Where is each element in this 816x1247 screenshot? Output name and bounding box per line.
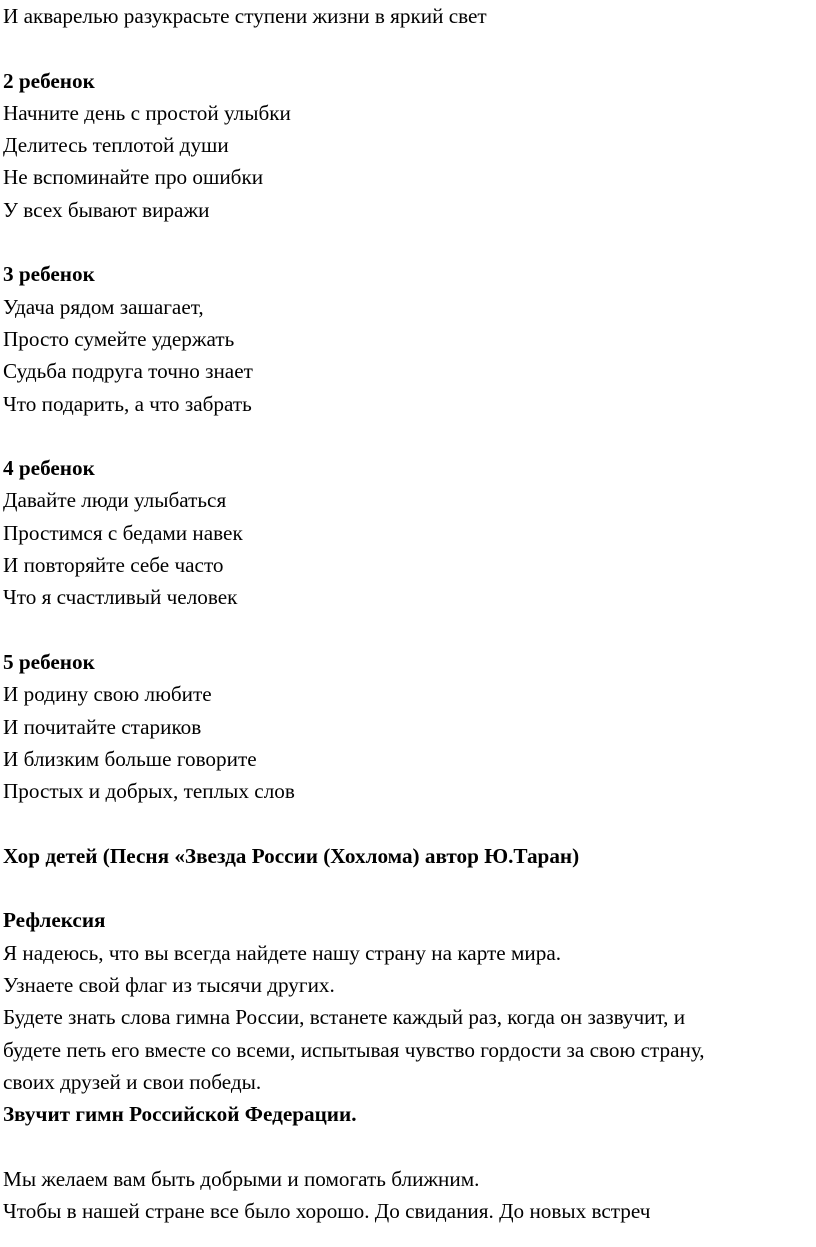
verse-line: И близким больше говорите — [3, 746, 257, 771]
verse-line: Простых и добрых, теплых слов — [3, 779, 295, 804]
closing-line: Чтобы в нашей стране все было хорошо. До свидания. До новых встреч — [3, 1198, 651, 1223]
heading-child-5: 5 ребенок — [3, 649, 95, 674]
verse-line: И родину свою любите — [3, 682, 212, 707]
verse-line: Начните день с простой улыбки — [3, 100, 291, 125]
verse-line: У всех бывают виражи — [3, 197, 210, 222]
verse-line: Давайте люди улыбаться — [3, 488, 227, 513]
closing-line: Мы желаем вам быть добрыми и помогать ближним. — [3, 1166, 480, 1191]
paragraph-line: своих друзей и свои победы. — [3, 1069, 262, 1094]
choir-heading: Хор детей (Песня «Звезда России (Хохлома) автор Ю.Таран) — [3, 843, 580, 868]
anthem-heading: Звучит гимн Российской Федерации. — [3, 1102, 357, 1127]
heading-child-3: 3 ребенок — [3, 262, 95, 287]
heading-child-4: 4 ребенок — [3, 456, 95, 481]
verse-line: Удача рядом зашагает, — [3, 294, 204, 319]
verse-line: Делитесь теплотой души — [3, 133, 229, 158]
reflection-heading: Рефлексия — [3, 908, 106, 933]
verse-line: Что я счастливый человек — [3, 585, 238, 610]
blank-line — [3, 1130, 813, 1162]
blank-line — [3, 32, 813, 64]
paragraph-line: Узнаете свой флаг из тысячи других. — [3, 972, 335, 997]
paragraph-line: Я надеюсь, что вы всегда найдете нашу страну на карте мира. — [3, 940, 562, 965]
document-page — [3, 0, 813, 1227]
paragraph-line: будете петь его вместе со всеми, испытывая чувство гордости за свою страну, — [3, 1037, 705, 1062]
paragraph-line: Будете знать слова гимна России, встанете каждый раз, когда он зазвучит, и — [3, 1005, 686, 1030]
verse-line: Просто сумейте удержать — [3, 326, 235, 351]
blank-line — [3, 807, 813, 839]
verse-line: Простимся с бедами навек — [3, 520, 243, 545]
blank-line — [3, 420, 813, 452]
heading-child-2: 2 ребенок — [3, 68, 95, 93]
blank-line — [3, 614, 813, 646]
verse-line: И повторяйте себе часто — [3, 553, 224, 578]
verse-line: Не вспоминайте про ошибки — [3, 165, 264, 190]
intro-line: И акварелью разукрасьте ступени жизни в яркий свет — [3, 4, 487, 28]
verse-line: Судьба подруга точно знает — [3, 359, 253, 384]
verse-line: Что подарить, а что забрать — [3, 391, 252, 416]
blank-line — [3, 872, 813, 904]
verse-line: И почитайте стариков — [3, 714, 202, 739]
blank-line — [3, 226, 813, 258]
